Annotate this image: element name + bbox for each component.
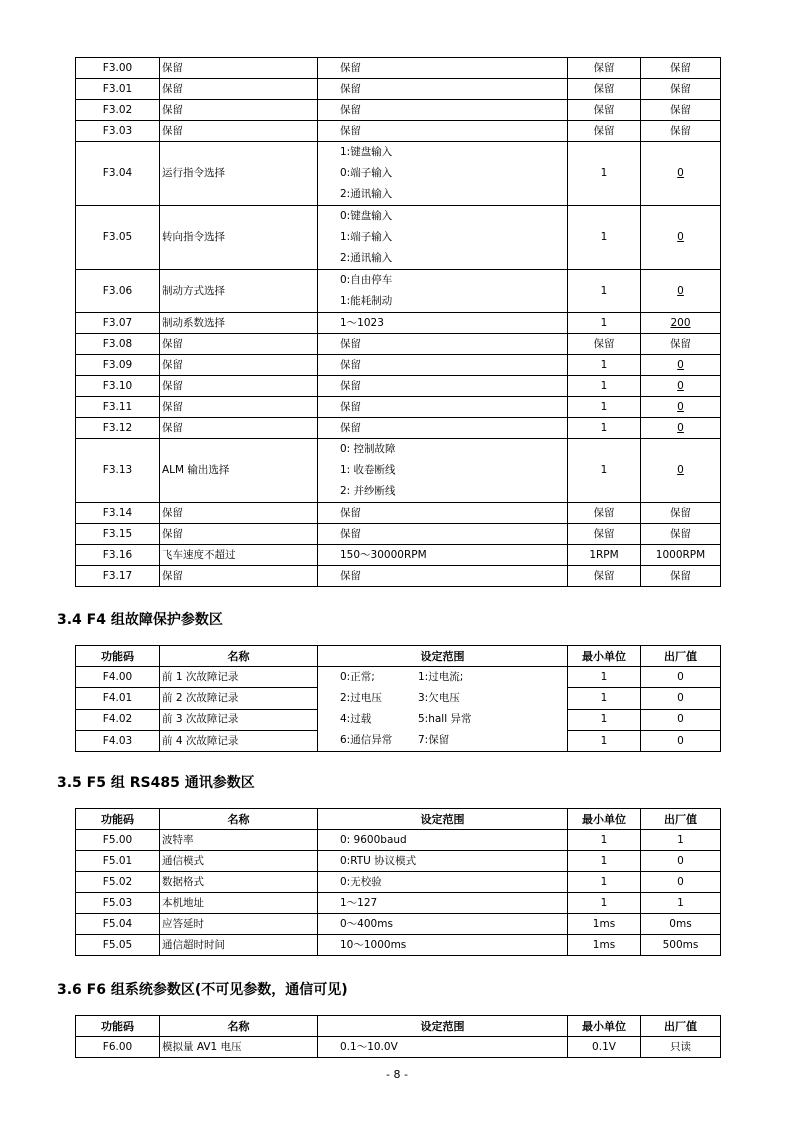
param-unit: 1RPM	[568, 545, 641, 566]
page-number: - 8 -	[386, 1068, 408, 1081]
param-unit: 1	[568, 270, 641, 313]
param-unit: 保留	[568, 334, 641, 355]
param-unit: 1	[568, 667, 641, 688]
param-default: 500ms	[641, 935, 721, 956]
param-default	[641, 313, 721, 334]
param-code: F5.03	[76, 893, 160, 914]
param-name: 飞车速度不超过	[160, 545, 318, 566]
param-name: 保留	[160, 397, 318, 418]
range-option: 2:通讯输入	[340, 188, 393, 200]
param-code: F3.09	[76, 355, 160, 376]
param-code: F6.00	[76, 1037, 160, 1058]
param-default	[641, 376, 721, 397]
fault-code: 2:过电压	[340, 692, 382, 704]
param-default: 只读	[641, 1037, 721, 1058]
param-code: F5.04	[76, 914, 160, 935]
param-unit: 保留	[568, 524, 641, 545]
param-unit: 1	[568, 872, 641, 893]
param-range: 0: 9600baud	[318, 830, 568, 851]
table-row	[76, 439, 721, 503]
param-range: 10～1000ms	[318, 935, 568, 956]
range-option: 保留	[340, 401, 361, 413]
param-code: F3.12	[76, 418, 160, 439]
param-code: F4.00	[76, 667, 160, 688]
range-option: 0:键盘输入	[340, 210, 393, 222]
header-range: 设定范围	[318, 809, 568, 830]
param-code: F3.14	[76, 503, 160, 524]
param-default-value: 0	[677, 400, 684, 413]
param-code: F3.15	[76, 524, 160, 545]
param-range: 0:RTU 协议模式	[318, 851, 568, 872]
param-code: F3.00	[76, 58, 160, 79]
param-default	[641, 121, 721, 142]
param-name: 保留	[160, 334, 318, 355]
param-default-value: 0	[677, 464, 684, 477]
param-range	[318, 439, 568, 503]
param-range	[318, 58, 568, 79]
f3-parameter-table	[75, 57, 721, 587]
range-option: 1:端子输入	[340, 231, 393, 243]
param-code: F5.05	[76, 935, 160, 956]
param-default	[641, 397, 721, 418]
param-unit: 1	[568, 730, 641, 751]
param-default	[641, 545, 721, 566]
fault-code: 5:hall 异常	[418, 713, 472, 725]
header-range: 设定范围	[318, 1016, 568, 1037]
range-option: 1:能耗制动	[340, 295, 393, 307]
param-name: 保留	[160, 503, 318, 524]
section-heading-3-4: 3.4 F4 组故障保护参数区	[57, 612, 223, 628]
range-option: 1:键盘输入	[340, 146, 393, 158]
param-name: 本机地址	[160, 893, 318, 914]
param-range: 0.1～10.0V	[318, 1037, 568, 1058]
table-header-row	[76, 646, 721, 667]
param-name: 转向指令选择	[160, 206, 318, 270]
range-option: 保留	[340, 338, 361, 350]
param-name: 保留	[160, 566, 318, 587]
f5-parameter-table	[75, 808, 721, 956]
range-option: 保留	[340, 380, 361, 392]
param-name: 保留	[160, 376, 318, 397]
param-default: 0ms	[641, 914, 721, 935]
range-option: 2: 并纱断线	[340, 485, 396, 497]
param-unit: 1ms	[568, 935, 641, 956]
param-default	[641, 503, 721, 524]
param-range	[318, 545, 568, 566]
param-name: 保留	[160, 418, 318, 439]
param-default-value: 保留	[670, 61, 691, 74]
param-unit: 1ms	[568, 914, 641, 935]
table-row	[76, 58, 721, 79]
f6-table-body	[76, 1037, 721, 1058]
header-code: 功能码	[76, 646, 160, 667]
param-default	[641, 100, 721, 121]
section-heading-3-5: 3.5 F5 组 RS485 通讯参数区	[57, 775, 255, 791]
param-unit: 1	[568, 355, 641, 376]
header-code: 功能码	[76, 809, 160, 830]
section-heading-3-6: 3.6 F6 组系统参数区(不可见参数，通信可见)	[57, 982, 348, 998]
param-unit: 保留	[568, 121, 641, 142]
param-name: 制动系数选择	[160, 313, 318, 334]
param-default	[641, 334, 721, 355]
param-unit: 1	[568, 206, 641, 270]
param-default-value: 200	[670, 316, 691, 329]
table-row	[76, 503, 721, 524]
param-name: 保留	[160, 100, 318, 121]
param-unit: 1	[568, 439, 641, 503]
param-default	[641, 355, 721, 376]
param-code: F3.06	[76, 270, 160, 313]
param-range: 0～400ms	[318, 914, 568, 935]
param-name: 前 1 次故障记录	[160, 667, 318, 688]
table-row	[76, 667, 721, 688]
table-row	[76, 313, 721, 334]
param-code: F3.04	[76, 142, 160, 206]
fault-code: 0:正常;	[340, 671, 375, 683]
range-option: 保留	[340, 528, 361, 540]
table-row	[76, 418, 721, 439]
param-unit: 1	[568, 313, 641, 334]
header-name: 名称	[160, 1016, 318, 1037]
header-default: 出厂值	[641, 646, 721, 667]
param-name: 运行指令选择	[160, 142, 318, 206]
param-default: 0	[641, 688, 721, 709]
range-option: 保留	[340, 125, 361, 137]
param-name: ALM 输出选择	[160, 439, 318, 503]
range-option: 0: 控制故障	[340, 443, 396, 455]
param-code: F5.01	[76, 851, 160, 872]
param-unit: 1	[568, 376, 641, 397]
param-range	[318, 206, 568, 270]
param-code: F3.07	[76, 313, 160, 334]
fault-code: 6:通信异常	[340, 734, 393, 746]
param-default-value: 保留	[670, 82, 691, 95]
param-default-value: 保留	[670, 103, 691, 116]
param-code: F4.03	[76, 730, 160, 751]
range-option: 1～1023	[340, 317, 384, 329]
table-row	[76, 524, 721, 545]
param-code: F3.11	[76, 397, 160, 418]
range-option: 2:通讯输入	[340, 252, 393, 264]
param-unit: 1	[568, 397, 641, 418]
param-code: F3.03	[76, 121, 160, 142]
table-row	[76, 566, 721, 587]
param-code: F5.00	[76, 830, 160, 851]
header-unit: 最小单位	[568, 1016, 641, 1037]
param-name: 保留	[160, 79, 318, 100]
param-code: F3.02	[76, 100, 160, 121]
header-default: 出厂值	[641, 809, 721, 830]
table-row	[76, 355, 721, 376]
fault-code-range	[318, 667, 568, 752]
f6-parameter-table	[75, 1015, 721, 1058]
param-range	[318, 376, 568, 397]
param-unit: 1	[568, 688, 641, 709]
range-option: 保留	[340, 507, 361, 519]
param-range	[318, 566, 568, 587]
param-default-value: 0	[677, 379, 684, 392]
range-option: 0:端子输入	[340, 167, 393, 179]
param-name: 制动方式选择	[160, 270, 318, 313]
param-unit: 保留	[568, 79, 641, 100]
param-default	[641, 418, 721, 439]
param-default	[641, 58, 721, 79]
table-row	[76, 851, 721, 872]
param-name: 数据格式	[160, 872, 318, 893]
header-unit: 最小单位	[568, 809, 641, 830]
table-header-row	[76, 1016, 721, 1037]
table-header-row	[76, 809, 721, 830]
param-name: 模拟量 AV1 电压	[160, 1037, 318, 1058]
param-unit: 保留	[568, 503, 641, 524]
param-default-value: 保留	[670, 506, 691, 519]
param-default-value: 0	[677, 421, 684, 434]
param-name: 前 4 次故障记录	[160, 730, 318, 751]
param-default-value: 保留	[670, 569, 691, 582]
param-default: 1	[641, 830, 721, 851]
param-unit: 1	[568, 418, 641, 439]
param-default	[641, 524, 721, 545]
param-name: 波特率	[160, 830, 318, 851]
param-default-value: 1000RPM	[655, 548, 706, 561]
param-range	[318, 79, 568, 100]
table-row	[76, 830, 721, 851]
table-row	[76, 397, 721, 418]
param-range	[318, 524, 568, 545]
param-code: F4.01	[76, 688, 160, 709]
param-default-value: 0	[677, 358, 684, 371]
param-code: F5.02	[76, 872, 160, 893]
range-option: 1: 收卷断线	[340, 464, 396, 476]
table-row	[76, 914, 721, 935]
param-range	[318, 313, 568, 334]
param-default-value: 0	[677, 284, 684, 297]
param-name: 保留	[160, 121, 318, 142]
param-default: 0	[641, 872, 721, 893]
param-default: 0	[641, 730, 721, 751]
table-row	[76, 206, 721, 270]
param-name: 保留	[160, 58, 318, 79]
param-range	[318, 418, 568, 439]
param-unit: 保留	[568, 566, 641, 587]
param-default-value: 0	[677, 167, 684, 180]
param-default	[641, 566, 721, 587]
param-name: 应答延时	[160, 914, 318, 935]
param-default	[641, 439, 721, 503]
param-range: 1～127	[318, 893, 568, 914]
param-code: F3.05	[76, 206, 160, 270]
param-range	[318, 142, 568, 206]
param-range	[318, 397, 568, 418]
param-name: 通信超时时间	[160, 935, 318, 956]
param-code: F3.16	[76, 545, 160, 566]
range-option: 保留	[340, 422, 361, 434]
range-option: 150～30000RPM	[340, 549, 427, 561]
param-code: F3.08	[76, 334, 160, 355]
param-range	[318, 334, 568, 355]
param-name: 前 2 次故障记录	[160, 688, 318, 709]
param-default-value: 保留	[670, 527, 691, 540]
param-unit: 1	[568, 893, 641, 914]
param-default	[641, 142, 721, 206]
param-default: 0	[641, 667, 721, 688]
table-row	[76, 79, 721, 100]
f5-table-body	[76, 830, 721, 956]
param-name: 保留	[160, 355, 318, 376]
param-unit: 1	[568, 142, 641, 206]
param-range	[318, 100, 568, 121]
param-range	[318, 121, 568, 142]
header-unit: 最小单位	[568, 646, 641, 667]
fault-code: 3:欠电压	[418, 692, 460, 704]
param-code: F3.10	[76, 376, 160, 397]
param-default: 0	[641, 851, 721, 872]
param-code: F3.17	[76, 566, 160, 587]
header-name: 名称	[160, 809, 318, 830]
param-unit: 1	[568, 851, 641, 872]
table-row	[76, 142, 721, 206]
range-option: 保留	[340, 570, 361, 582]
param-code: F4.02	[76, 709, 160, 730]
range-option: 保留	[340, 83, 361, 95]
fault-code: 1:过电流;	[418, 671, 464, 683]
param-code: F3.01	[76, 79, 160, 100]
header-code: 功能码	[76, 1016, 160, 1037]
param-unit: 0.1V	[568, 1037, 641, 1058]
param-unit: 1	[568, 709, 641, 730]
f4-parameter-table	[75, 645, 721, 752]
table-row	[76, 334, 721, 355]
table-row	[76, 545, 721, 566]
fault-code: 4:过载	[340, 713, 372, 725]
table-row	[76, 935, 721, 956]
param-default-value: 0	[677, 231, 684, 244]
param-unit: 保留	[568, 58, 641, 79]
table-row	[76, 1037, 721, 1058]
param-range: 0:无校验	[318, 872, 568, 893]
param-default	[641, 270, 721, 313]
param-default-value: 保留	[670, 337, 691, 350]
param-default	[641, 79, 721, 100]
table-row	[76, 270, 721, 313]
param-range	[318, 270, 568, 313]
header-range: 设定范围	[318, 646, 568, 667]
param-default: 1	[641, 893, 721, 914]
param-range	[318, 503, 568, 524]
param-unit: 1	[568, 830, 641, 851]
table-row	[76, 376, 721, 397]
param-range	[318, 355, 568, 376]
param-default-value: 保留	[670, 124, 691, 137]
fault-code: 7:保留	[418, 734, 450, 746]
param-name: 保留	[160, 524, 318, 545]
table-row	[76, 872, 721, 893]
range-option: 保留	[340, 104, 361, 116]
param-unit: 保留	[568, 100, 641, 121]
param-name: 前 3 次故障记录	[160, 709, 318, 730]
f3-table-body	[76, 58, 721, 587]
header-name: 名称	[160, 646, 318, 667]
range-option: 保留	[340, 62, 361, 74]
param-default	[641, 206, 721, 270]
range-option: 0:自由停车	[340, 274, 393, 286]
param-code: F3.13	[76, 439, 160, 503]
header-default: 出厂值	[641, 1016, 721, 1037]
param-default: 0	[641, 709, 721, 730]
table-row	[76, 893, 721, 914]
table-row	[76, 100, 721, 121]
param-name: 通信模式	[160, 851, 318, 872]
range-option: 保留	[340, 359, 361, 371]
table-row	[76, 121, 721, 142]
